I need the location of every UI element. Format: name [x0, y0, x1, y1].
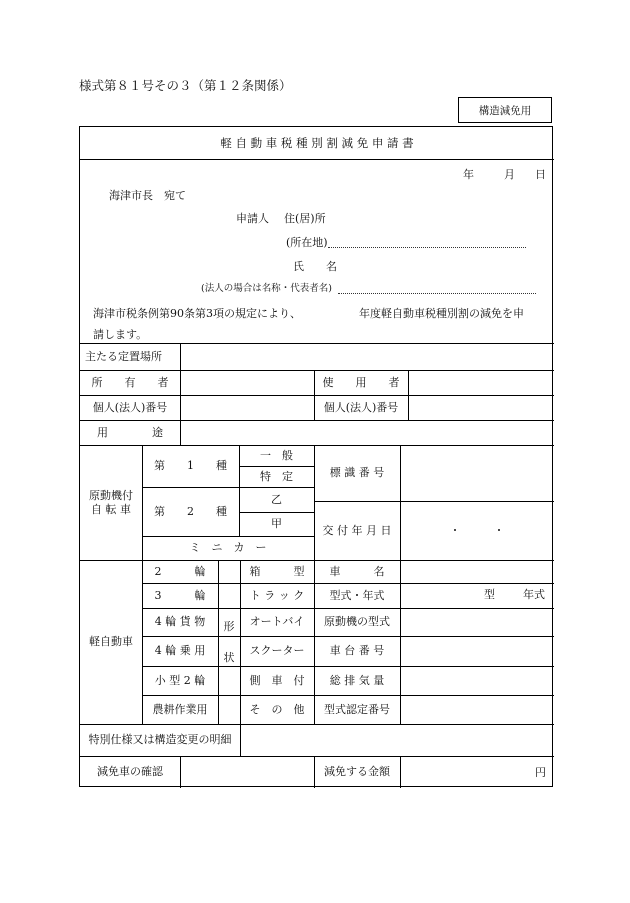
class2-otsu-label: 乙 [271, 492, 282, 506]
wheel-type-4-cargo: 4 輪 貨 物 [154, 615, 206, 629]
moped-class1-label: 第 1 種 [154, 459, 227, 473]
field-chassis-number: 車 台 番 号 [329, 644, 385, 658]
model-year-nenshiki: 年式 [523, 588, 545, 601]
class2-ko-label: 甲 [271, 517, 282, 531]
date-month-label: 月 [504, 168, 515, 181]
class1-general-label: 一 般 [260, 448, 293, 462]
wheel-type-4-passenger: 4 輪 乗 用 [154, 644, 206, 658]
user-label: 使 用 者 [322, 375, 400, 389]
addressee: 海津市長 宛て [109, 189, 186, 202]
owner-label: 所 有 者 [91, 375, 169, 389]
model-year-kata: 型 [484, 588, 495, 601]
moped-group-label: 原動機付 自 転 車 [89, 488, 133, 516]
divider [400, 756, 401, 788]
divider [180, 343, 181, 445]
divider [80, 159, 554, 160]
corporate-note: (法人の場合は名称・代表者名) [201, 283, 332, 294]
field-engine-model: 原動機の型式 [324, 615, 390, 629]
application-form [79, 126, 553, 787]
moped-class2-label: 第 2 種 [154, 504, 227, 518]
applicant-label: 申請人 [236, 212, 269, 225]
date-day-label: 日 [535, 168, 546, 181]
confirm-label: 減免車の確認 [97, 765, 163, 779]
plate-number-label: 標 識 番 号 [329, 466, 385, 480]
divider [180, 756, 181, 788]
shape-other: そ の 他 [249, 702, 305, 716]
issue-date-label: 交 付 年 月 日 [322, 523, 392, 537]
structure-exemption-badge: 構造減免用 [458, 97, 552, 123]
usage-label: 用 途 [97, 425, 163, 439]
reduce-amount-label: 減免する金額 [324, 765, 390, 779]
light-vehicle-group-label: 軽自動車 [89, 635, 133, 649]
field-displacement: 総 排 気 量 [329, 673, 385, 687]
wheel-type-farm: 農耕作業用 [152, 702, 208, 716]
class1-specific-label: 特 定 [260, 469, 293, 483]
statement-line1: 海津市税条例第90条第3項の規定により、 [93, 307, 301, 320]
issue-date-value[interactable]: ・ ・ [449, 523, 505, 537]
address-label: 住(居)所 [284, 212, 326, 225]
personal-number-label: 個人(法人)番号 [92, 400, 168, 414]
user-personal-number-label: 個人(法人)番号 [323, 400, 399, 414]
address-underline[interactable] [328, 247, 526, 248]
field-vehicle-name: 車 名 [329, 564, 385, 578]
field-type-approval-number: 型式認定番号 [324, 702, 390, 716]
special-spec-label: 特別仕様又は構造変更の明細 [88, 733, 232, 747]
wheel-type-small-2: 小 型 2 輪 [154, 673, 206, 687]
name-label: 氏 名 [293, 260, 337, 273]
minicar-label: ミ ニ カ ー [189, 541, 267, 555]
shape-box: 箱 型 [249, 564, 305, 578]
divider [400, 560, 401, 724]
shape-label: 形 状 [223, 619, 235, 664]
shape-motorcycle: オートバイ [249, 615, 305, 629]
field-model-year: 型式・年式 [329, 588, 385, 602]
wheel-type-3: 3 輪 [154, 588, 206, 602]
statement-line1-right: 年度軽自動車税種別割の減免を申 [359, 307, 524, 320]
statement-line2: 請します。 [93, 328, 148, 341]
wheel-type-2: 2 輪 [154, 564, 206, 578]
yen-label: 円 [535, 766, 546, 779]
name-underline[interactable] [338, 293, 536, 294]
shape-sidecar: 側 車 付 [249, 673, 305, 687]
shape-scooter: スクーター [249, 644, 305, 658]
main-storage-label: 主たる定置場所 [85, 349, 162, 363]
divider [408, 370, 409, 420]
divider [240, 724, 241, 756]
location-label: (所在地) [286, 236, 328, 249]
date-year-label: 年 [463, 168, 474, 181]
form-title: 軽 自 動 車 税 種 別 割 減 免 申 請 書 [220, 135, 414, 150]
shape-truck: ト ラ ッ ク [249, 588, 305, 602]
form-number: 様式第８１号その３（第１２条関係） [79, 78, 292, 93]
